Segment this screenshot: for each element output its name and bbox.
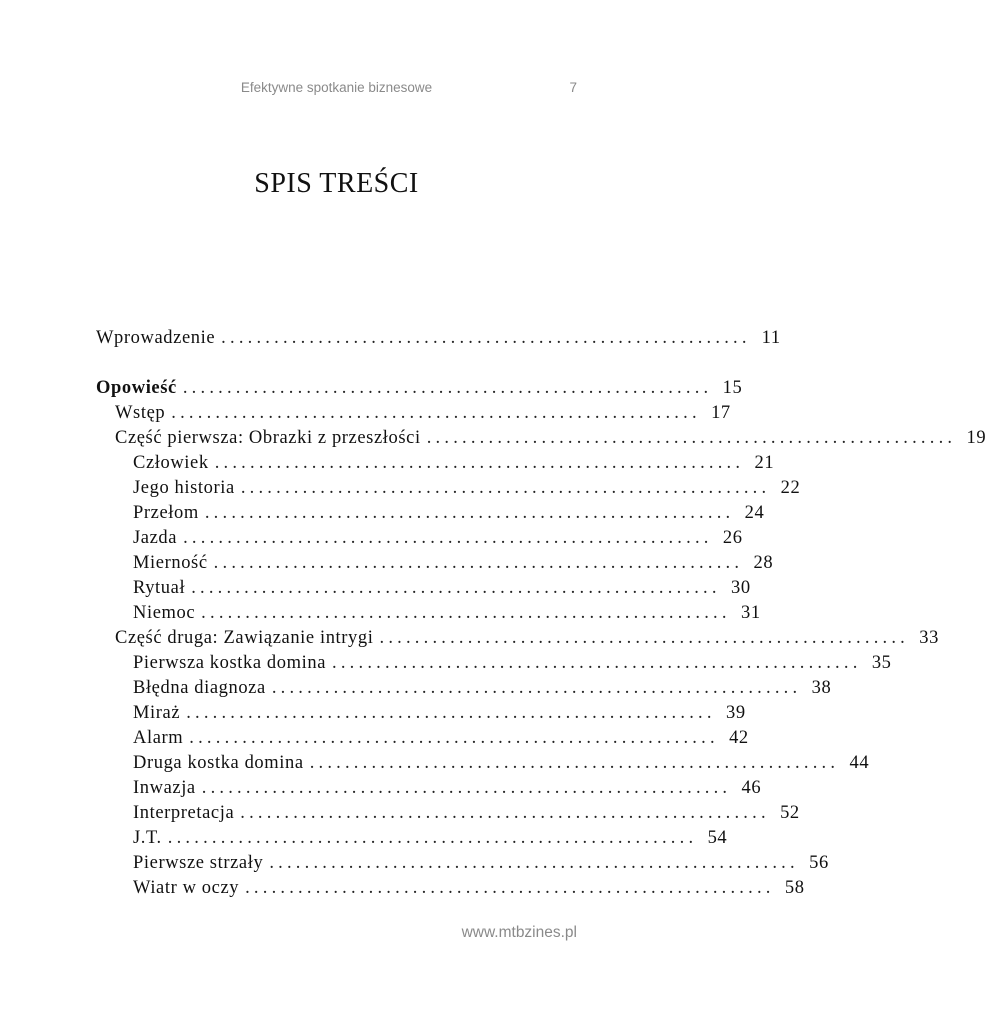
toc-entry-page: 26 (722, 528, 743, 548)
toc-entry (96, 876, 805, 901)
toc-entry-label: Wstęp (115, 403, 166, 423)
toc-entry-label: J.T. (133, 828, 162, 848)
toc-entry-label: Interpretacja (133, 803, 235, 823)
toc-leader-dots: ............................................................ (204, 503, 735, 523)
toc-leader-dots: ............................................................ (167, 828, 698, 848)
toc-entry-page: 52 (780, 803, 800, 823)
toc-entry (96, 701, 746, 726)
toc-entry-label: Przełom (133, 503, 199, 523)
toc-entry (96, 676, 832, 701)
toc-entry-page: 21 (754, 453, 775, 473)
toc-entry (96, 526, 743, 551)
toc-entry-label: Wprowadzenie (96, 328, 216, 348)
toc-entry-label: Część druga: Zawiązanie intrygi (115, 628, 374, 648)
toc-entry-label: Jego historia (133, 478, 235, 498)
toc-leader-dots: ............................................................ (269, 853, 799, 873)
toc-leader-dots: ............................................................ (332, 653, 862, 673)
toc-entry-label: Miraż (133, 703, 181, 723)
toc-leader-dots: ............................................................ (189, 728, 719, 748)
toc-entry (96, 651, 892, 676)
toc-entry (96, 776, 762, 801)
toc-entry-page: 35 (871, 653, 892, 673)
toc-entry (96, 576, 751, 601)
toc-entry-label: Pierwsza kostka domina (133, 653, 327, 673)
toc-entry (96, 476, 801, 501)
toc-entry-page: 56 (809, 853, 829, 873)
toc-leader-dots: ............................................................ (201, 603, 731, 623)
toc-leader-dots: ............................................................ (183, 528, 713, 548)
toc-entry-page: 22 (780, 478, 801, 498)
toc-entry-page: 31 (740, 603, 761, 623)
toc-entry-label: Człowiek (133, 453, 209, 473)
toc-entry (96, 751, 870, 776)
toc-leader-dots: ............................................................ (214, 453, 745, 473)
toc-entry (96, 551, 774, 576)
toc-entry (96, 501, 765, 526)
toc-entry-page: 24 (744, 503, 765, 523)
toc-entry-label: Inwazja (133, 778, 196, 798)
toc-leader-dots: ............................................................ (186, 703, 716, 723)
running-header-title: Efektywne spotkanie biznesowe (240, 80, 433, 95)
toc-entry (96, 826, 728, 851)
toc-entry-label: Wiatr w oczy (133, 878, 240, 898)
toc-leader-dots: ............................................................ (309, 753, 840, 773)
toc-entry-page: 44 (849, 753, 870, 773)
toc-entry-label: Rytuał (133, 578, 186, 598)
footer-url: www.mtbzines.pl (461, 924, 577, 941)
toc-entry (96, 626, 939, 651)
toc-entry (96, 451, 775, 476)
toc-leader-dots: ............................................................ (221, 328, 751, 348)
toc-leader-dots: ............................................................ (271, 678, 802, 698)
toc-entry (96, 326, 781, 351)
toc-entry-page: 39 (725, 703, 746, 723)
toc-entry-page: 33 (919, 628, 939, 648)
toc-entry-page: 30 (731, 578, 751, 598)
toc-entry-label: Mierność (133, 553, 208, 573)
toc-entry-label: Jazda (133, 528, 178, 548)
toc-leader-dots: ............................................................ (379, 628, 909, 648)
toc-entry-page: 58 (784, 878, 805, 898)
toc-entry-page: 46 (741, 778, 762, 798)
running-header (96, 80, 577, 98)
toc-entry (96, 726, 749, 751)
toc-entry-page: 38 (811, 678, 832, 698)
toc-entry (96, 401, 731, 426)
toc-entry-page: 15 (722, 378, 743, 398)
toc-entry-page: 42 (729, 728, 749, 748)
toc-leader-dots: ............................................................ (213, 553, 744, 573)
toc-entry-label: Część pierwsza: Obrazki z przeszłości (115, 428, 421, 448)
toc-leader-dots: ............................................................ (171, 403, 701, 423)
toc-entry (96, 376, 743, 401)
toc-entry-label: Pierwsze strzały (133, 853, 264, 873)
toc-leader-dots: ............................................................ (426, 428, 957, 448)
toc-entry (96, 601, 761, 626)
toc-leader-dots: ............................................................ (201, 778, 732, 798)
toc-entry-page: 11 (761, 328, 781, 348)
toc-leader-dots: ............................................................ (245, 878, 775, 898)
toc-entry-label: Niemoc (133, 603, 196, 623)
toc-entry-label: Alarm (133, 728, 184, 748)
toc-entry (96, 426, 986, 451)
toc-entry-page: 19 (966, 428, 986, 448)
toc-entry-label: Druga kostka domina (133, 753, 304, 773)
table-of-contents (96, 326, 986, 901)
toc-leader-dots: ............................................................ (182, 378, 713, 398)
toc-title: SPIS TREŚCI (254, 168, 419, 199)
toc-leader-dots: ............................................................ (240, 478, 771, 498)
toc-entry-page: 28 (753, 553, 774, 573)
toc-entry (96, 801, 800, 826)
toc-entry-page: 17 (711, 403, 731, 423)
toc-entry-label: Opowieść (96, 378, 177, 398)
toc-leader-dots: ............................................................ (240, 803, 770, 823)
page-number: 7 (569, 80, 577, 95)
toc-entry (96, 851, 829, 876)
toc-entry-page: 54 (707, 828, 728, 848)
toc-entry-label: Błędna diagnoza (133, 678, 266, 698)
toc-leader-dots: ............................................................ (191, 578, 721, 598)
